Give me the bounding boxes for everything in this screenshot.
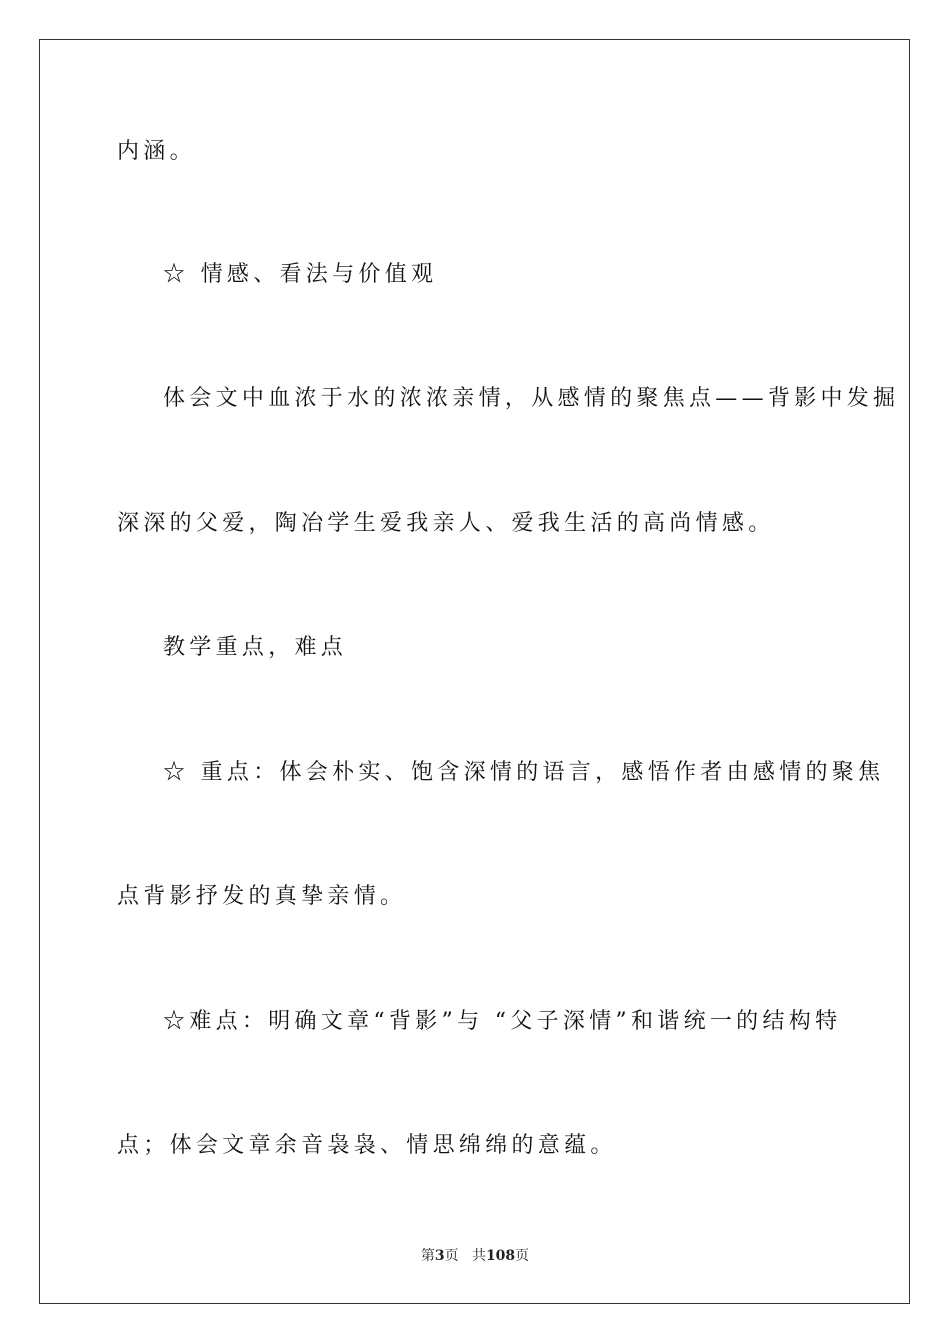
total-prefix: 共: [471, 1248, 486, 1264]
page-border: [39, 39, 910, 1304]
page-suffix: 页: [444, 1248, 459, 1264]
body-text-line: 点背影抒发的真挚亲情。: [117, 884, 407, 909]
page-footer: [0, 1247, 950, 1265]
page-number: 3: [434, 1248, 445, 1264]
section-heading-key-points: 教学重点，难点: [163, 635, 348, 660]
total-suffix: 页: [515, 1248, 530, 1264]
key-point-line: ☆ 重点：体会朴实、饱含深情的语言，感悟作者由感情的聚焦: [163, 760, 885, 785]
body-text-line: 内涵。: [117, 139, 196, 164]
total-pages: 108: [485, 1248, 516, 1264]
body-text-line: 点；体会文章余音袅袅、情思绵绵的意蕴。: [117, 1133, 617, 1158]
body-text-line: 深深的父爱，陶冶学生爱我亲人、爱我生活的高尚情感。: [117, 511, 775, 536]
page-prefix: 第: [420, 1248, 435, 1264]
section-heading-emotion-values: ☆ 情感、看法与价值观: [163, 262, 438, 287]
body-text-line: 体会文中血浓于水的浓浓亲情，从感情的聚焦点——背影中发掘: [163, 386, 900, 411]
difficult-point-line: ☆难点：明确文章“背影”与 “父子深情”和谐统一的结构特: [163, 1009, 842, 1034]
